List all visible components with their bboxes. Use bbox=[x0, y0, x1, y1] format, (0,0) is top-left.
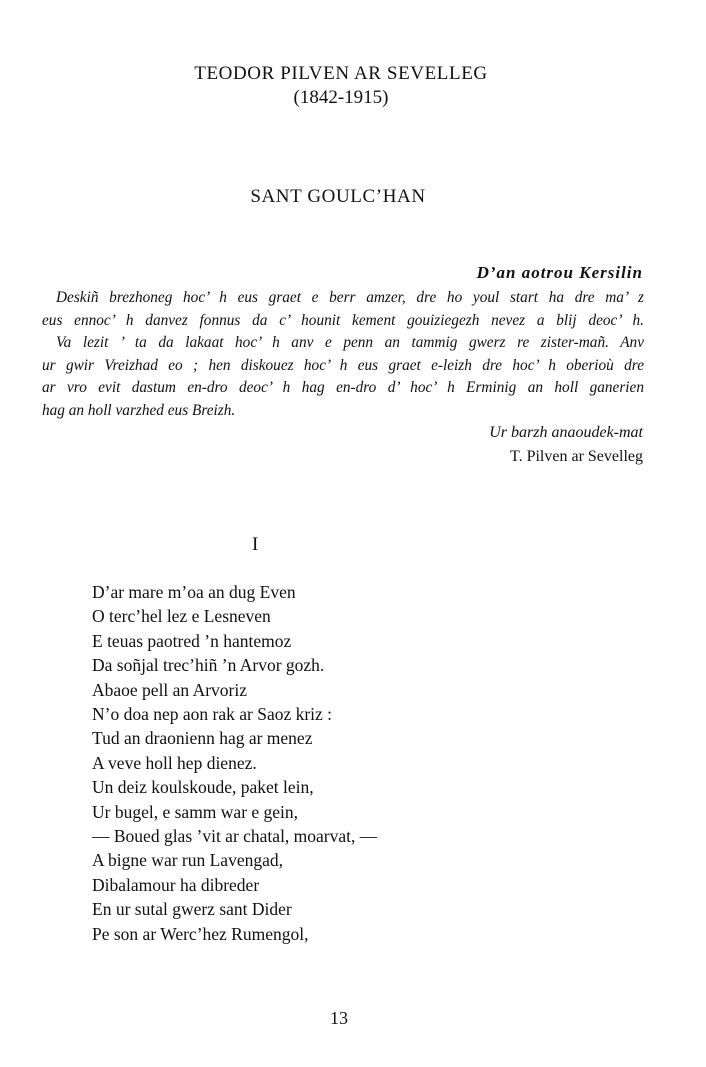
dedication-line: Va lezit ’ ta da lakaat hoc’ h anv e penn an tammig gwerz re zister-mañ. Anv bbox=[56, 334, 644, 352]
dedication-line: hag an holl varzhed eus Breizh. bbox=[42, 401, 236, 419]
signature-block bbox=[489, 421, 643, 469]
signature-closing: Ur barzh anaoudek-mat bbox=[489, 424, 643, 441]
verse-line: D’ar mare m’oa an dug Even bbox=[92, 582, 296, 602]
verse-line: Abaoe pell an Arvoriz bbox=[92, 679, 248, 700]
dedication-body bbox=[42, 287, 644, 423]
dedication-heading: D’an aotrou Kersilin bbox=[476, 263, 643, 282]
verse-line: Dibalamour ha dibreder bbox=[92, 874, 260, 895]
author-dates: (1842-1915) bbox=[293, 87, 389, 108]
verse-line: Da soñjal trec’hiñ ’n Arvor gozh. bbox=[92, 655, 325, 676]
dedication-line: ur gwir Vreizhad eo ; hen diskouez hoc’ h eus graet e-leizh dre hoc’ h oberioù dre bbox=[42, 356, 644, 374]
page-number: 13 bbox=[330, 1008, 348, 1028]
author-name: TEODOR PILVEN AR SEVELLEG bbox=[194, 63, 488, 84]
verse-line: En ur sutal gwerz sant Dider bbox=[92, 899, 292, 920]
verse-line: — Boued glas ’vit ar chatal, moarvat, — bbox=[92, 826, 378, 847]
verse-line: O terc’hel lez e Lesneven bbox=[92, 606, 271, 627]
dedication-line: eus ennoc’ h danvez fonnus da c’ hounit kement gouiziegezh nevez a blij deoc’ h. bbox=[42, 311, 644, 329]
verse-line: Pe son ar Werc’hez Rumengol, bbox=[92, 923, 309, 944]
verse-line: N’o doa nep aon rak ar Saoz kriz : bbox=[92, 704, 333, 725]
verse-line: A bigne war run Lavengad, bbox=[92, 850, 283, 871]
verse-line: E teuas paotred ’n hantemoz bbox=[92, 630, 292, 651]
verse-line: Un deiz koulskoude, paket lein, bbox=[92, 777, 314, 798]
section-number: I bbox=[252, 534, 259, 555]
verse-line: Tud an draonienn hag ar menez bbox=[92, 728, 313, 749]
verse-stanza bbox=[92, 580, 377, 946]
dedication-line: Deskiñ brezhoneg hoc’ h eus graet e berr amzer, dre ho youl start ha dre ma’ z bbox=[56, 289, 644, 306]
dedication-line: ar vro evit dastum en-dro deoc’ h hag en-dro d’ hoc’ h Erminig an holl ganerien bbox=[42, 379, 644, 397]
signature-name: T. Pilven ar Sevelleg bbox=[510, 448, 643, 465]
verse-line: Ur bugel, e samm war e gein, bbox=[92, 801, 299, 822]
poem-title: SANT GOULC’HAN bbox=[250, 186, 426, 207]
verse-line: A veve holl hep dienez. bbox=[92, 752, 257, 773]
